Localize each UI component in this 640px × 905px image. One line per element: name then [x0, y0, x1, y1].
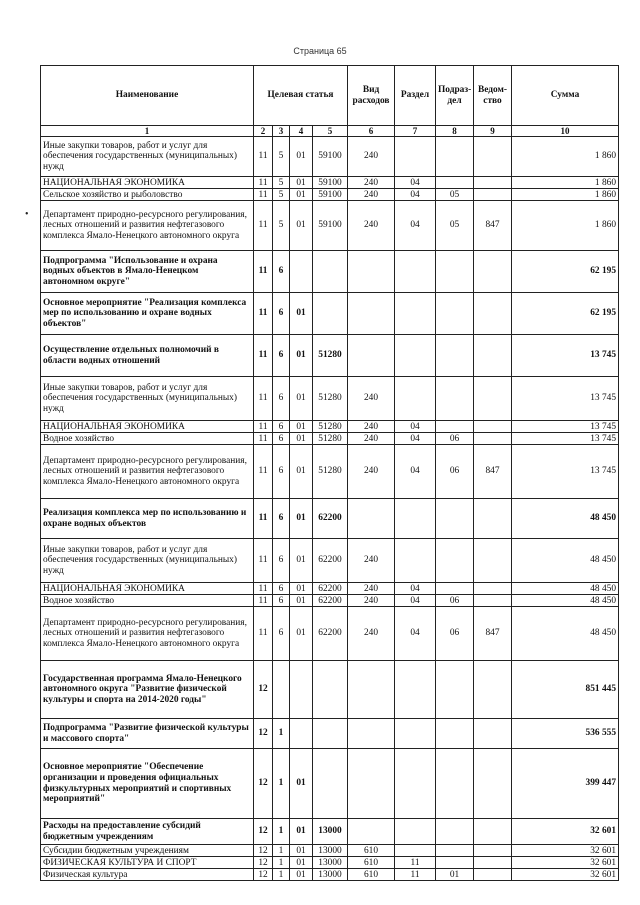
table-row [41, 857, 619, 869]
target-part-3-cell: 01 [290, 539, 313, 583]
podrazdel-cell [436, 335, 474, 377]
vid-cell [348, 661, 395, 719]
target-part-2-cell: 5 [273, 201, 290, 251]
vedomstvo-cell [474, 857, 512, 869]
target-part-4-cell: 59100 [313, 177, 348, 189]
sum-cell: 13 745 [512, 335, 619, 377]
sum-cell: 32 601 [512, 819, 619, 845]
vid-cell [348, 749, 395, 819]
target-part-3-cell: 01 [290, 845, 313, 857]
vedomstvo-cell [474, 719, 512, 749]
target-part-3-cell: 01 [290, 445, 313, 499]
table-row [41, 293, 619, 335]
razdel-cell: 04 [395, 433, 436, 445]
target-part-4-cell: 62200 [313, 539, 348, 583]
vedomstvo-cell [474, 293, 512, 335]
sum-cell: 13 745 [512, 433, 619, 445]
target-part-3-cell: 01 [290, 607, 313, 661]
vid-cell [348, 819, 395, 845]
column-number: 8 [436, 126, 474, 137]
column-number: 1 [41, 126, 254, 137]
header-name: Наименование [41, 66, 254, 126]
vedomstvo-cell [474, 251, 512, 293]
table-row [41, 607, 619, 661]
row-name-cell: Департамент природно-ресурсного регулирования, лесных отношений и развития нефтегазового комплекса Ямало-Ненецкого автономного округа [41, 201, 254, 251]
target-part-2-cell [273, 661, 290, 719]
target-part-4-cell: 51280 [313, 433, 348, 445]
razdel-cell [395, 137, 436, 177]
target-part-1-cell: 11 [254, 377, 273, 421]
vid-cell: 610 [348, 857, 395, 869]
podrazdel-cell [436, 857, 474, 869]
row-name-cell: Иные закупки товаров, работ и услуг для обеспечения государственных (муниципальных) нужд [41, 377, 254, 421]
razdel-cell [395, 719, 436, 749]
target-part-4-cell: 13000 [313, 857, 348, 869]
target-part-2-cell: 6 [273, 445, 290, 499]
row-name-cell: ФИЗИЧЕСКАЯ КУЛЬТУРА И СПОРТ [41, 857, 254, 869]
table-row [41, 201, 619, 251]
sum-cell: 32 601 [512, 869, 619, 881]
target-part-3-cell: 01 [290, 201, 313, 251]
table-row [41, 819, 619, 845]
sum-cell: 48 450 [512, 607, 619, 661]
target-part-3-cell: 01 [290, 869, 313, 881]
table-row [41, 445, 619, 499]
vedomstvo-cell [474, 335, 512, 377]
table-row [41, 749, 619, 819]
vid-cell: 610 [348, 869, 395, 881]
target-part-2-cell: 5 [273, 189, 290, 201]
target-part-1-cell: 11 [254, 499, 273, 539]
podrazdel-cell [436, 719, 474, 749]
vid-cell: 240 [348, 595, 395, 607]
target-part-1-cell: 11 [254, 201, 273, 251]
vid-cell [348, 293, 395, 335]
podrazdel-cell [436, 177, 474, 189]
target-part-3-cell: 01 [290, 293, 313, 335]
target-part-4-cell: 59100 [313, 189, 348, 201]
column-number: 10 [512, 126, 619, 137]
razdel-cell [395, 293, 436, 335]
podrazdel-cell: 06 [436, 445, 474, 499]
target-part-1-cell: 11 [254, 293, 273, 335]
table-row [41, 719, 619, 749]
row-name-cell: Основное мероприятие "Обеспечение организации и проведения официальных физкультурных мероприятий и спортивных мероприятий" [41, 749, 254, 819]
target-part-4-cell [313, 251, 348, 293]
vid-cell: 240 [348, 607, 395, 661]
header-vedomstvo: Ведом-ство [474, 66, 512, 126]
sum-cell: 32 601 [512, 857, 619, 869]
razdel-cell: 04 [395, 177, 436, 189]
vedomstvo-cell [474, 539, 512, 583]
target-part-4-cell: 51280 [313, 335, 348, 377]
header-vid: Вид расходов [348, 66, 395, 126]
podrazdel-cell [436, 293, 474, 335]
vedomstvo-cell [474, 583, 512, 595]
vedomstvo-cell [474, 377, 512, 421]
table-row [41, 583, 619, 595]
podrazdel-cell: 05 [436, 189, 474, 201]
budget-table [40, 65, 619, 881]
table-row [41, 433, 619, 445]
target-part-4-cell: 51280 [313, 377, 348, 421]
target-part-4-cell: 51280 [313, 421, 348, 433]
table-row [41, 845, 619, 857]
target-part-4-cell: 59100 [313, 137, 348, 177]
table-row [41, 251, 619, 293]
target-part-1-cell: 12 [254, 749, 273, 819]
target-part-4-cell: 13000 [313, 845, 348, 857]
sum-cell: 1 860 [512, 137, 619, 177]
razdel-cell [395, 539, 436, 583]
target-part-4-cell: 62200 [313, 607, 348, 661]
table-row [41, 137, 619, 177]
target-part-2-cell: 6 [273, 595, 290, 607]
row-name-cell: Департамент природно-ресурсного регулирования, лесных отношений и развития нефтегазового комплекса Ямало-Ненецкого автономного округа [41, 445, 254, 499]
sum-cell: 62 195 [512, 293, 619, 335]
row-name-cell: Иные закупки товаров, работ и услуг для обеспечения государственных (муниципальных) нужд [41, 539, 254, 583]
target-part-1-cell: 12 [254, 719, 273, 749]
target-part-1-cell: 11 [254, 583, 273, 595]
row-name-cell: Водное хозяйство [41, 433, 254, 445]
podrazdel-cell [436, 661, 474, 719]
sum-cell: 1 860 [512, 177, 619, 189]
vid-cell [348, 719, 395, 749]
target-part-1-cell: 11 [254, 539, 273, 583]
column-number: 2 [254, 126, 273, 137]
razdel-cell [395, 661, 436, 719]
target-part-4-cell [313, 293, 348, 335]
sum-cell: 32 601 [512, 845, 619, 857]
sum-cell: 13 745 [512, 421, 619, 433]
target-part-4-cell [313, 749, 348, 819]
vedomstvo-cell: 847 [474, 607, 512, 661]
row-name-cell: НАЦИОНАЛЬНАЯ ЭКОНОМИКА [41, 421, 254, 433]
row-name-cell: Основное мероприятие "Реализация комплекса мер по использованию и охране водных объектов" [41, 293, 254, 335]
table-row [41, 335, 619, 377]
vedomstvo-cell [474, 433, 512, 445]
podrazdel-cell: 06 [436, 607, 474, 661]
sum-cell: 1 860 [512, 189, 619, 201]
target-part-1-cell: 11 [254, 445, 273, 499]
sum-cell: 851 445 [512, 661, 619, 719]
target-part-3-cell [290, 661, 313, 719]
column-number: 7 [395, 126, 436, 137]
target-part-3-cell [290, 251, 313, 293]
sum-cell: 48 450 [512, 499, 619, 539]
target-part-3-cell: 01 [290, 595, 313, 607]
target-part-1-cell: 12 [254, 845, 273, 857]
target-part-4-cell: 62200 [313, 595, 348, 607]
row-name-cell: Иные закупки товаров, работ и услуг для обеспечения государственных (муниципальных) нужд [41, 137, 254, 177]
page-label: Страница 65 [293, 46, 347, 56]
target-part-1-cell: 12 [254, 857, 273, 869]
target-part-2-cell: 1 [273, 845, 290, 857]
razdel-cell: 04 [395, 201, 436, 251]
vid-cell: 240 [348, 421, 395, 433]
table-header [41, 66, 619, 137]
target-part-4-cell [313, 719, 348, 749]
target-part-1-cell: 11 [254, 595, 273, 607]
column-number: 6 [348, 126, 395, 137]
margin-bullet-mark: • [25, 209, 29, 220]
vid-cell: 240 [348, 583, 395, 595]
target-part-4-cell: 62200 [313, 499, 348, 539]
row-name-cell: Осуществление отдельных полномочий в области водных отношений [41, 335, 254, 377]
target-part-2-cell: 6 [273, 377, 290, 421]
row-name-cell: Подпрограмма "Развитие физической культуры и массового спорта" [41, 719, 254, 749]
row-name-cell: Расходы на предоставление субсидий бюджетным учреждениям [41, 819, 254, 845]
table-row [41, 499, 619, 539]
razdel-cell [395, 335, 436, 377]
razdel-cell: 11 [395, 869, 436, 881]
target-part-2-cell: 1 [273, 869, 290, 881]
vid-cell: 610 [348, 845, 395, 857]
sum-cell: 13 745 [512, 377, 619, 421]
header-razdel: Раздел [395, 66, 436, 126]
vid-cell: 240 [348, 433, 395, 445]
target-part-3-cell: 01 [290, 335, 313, 377]
podrazdel-cell: 06 [436, 433, 474, 445]
vid-cell [348, 335, 395, 377]
podrazdel-cell [436, 421, 474, 433]
target-part-1-cell: 11 [254, 433, 273, 445]
target-part-2-cell: 6 [273, 539, 290, 583]
target-part-3-cell: 01 [290, 857, 313, 869]
target-part-4-cell: 51280 [313, 445, 348, 499]
vedomstvo-cell [474, 595, 512, 607]
row-name-cell: Подпрограмма "Использование и охрана водных объектов в Ямало-Ненецком автономном округе" [41, 251, 254, 293]
sum-cell: 1 860 [512, 201, 619, 251]
podrazdel-cell: 01 [436, 869, 474, 881]
target-part-4-cell [313, 661, 348, 719]
row-name-cell: Физическая культура [41, 869, 254, 881]
vedomstvo-cell [474, 869, 512, 881]
row-name-cell: Субсидии бюджетным учреждениям [41, 845, 254, 857]
header-summa: Сумма [512, 66, 619, 126]
razdel-cell [395, 819, 436, 845]
row-name-cell: НАЦИОНАЛЬНАЯ ЭКОНОМИКА [41, 583, 254, 595]
header-podrazdel: Подраз-дел [436, 66, 474, 126]
vedomstvo-cell [474, 819, 512, 845]
vid-cell: 240 [348, 189, 395, 201]
razdel-cell: 04 [395, 421, 436, 433]
podrazdel-cell [436, 499, 474, 539]
target-part-3-cell: 01 [290, 421, 313, 433]
table-row [41, 661, 619, 719]
target-part-1-cell: 12 [254, 869, 273, 881]
target-part-1-cell: 11 [254, 137, 273, 177]
target-part-3-cell [290, 719, 313, 749]
target-part-4-cell: 62200 [313, 583, 348, 595]
vedomstvo-cell [474, 749, 512, 819]
target-part-3-cell: 01 [290, 583, 313, 595]
podrazdel-cell [436, 845, 474, 857]
sum-cell: 399 447 [512, 749, 619, 819]
target-part-2-cell: 6 [273, 583, 290, 595]
target-part-1-cell: 12 [254, 661, 273, 719]
vid-cell [348, 251, 395, 293]
razdel-cell: 04 [395, 583, 436, 595]
header-target: Целевая статья [254, 66, 348, 126]
razdel-cell [395, 499, 436, 539]
target-part-2-cell: 6 [273, 335, 290, 377]
target-part-3-cell: 01 [290, 819, 313, 845]
podrazdel-cell [436, 137, 474, 177]
vid-cell: 240 [348, 201, 395, 251]
razdel-cell [395, 845, 436, 857]
target-part-2-cell: 5 [273, 177, 290, 189]
vedomstvo-cell: 847 [474, 445, 512, 499]
sum-cell: 62 195 [512, 251, 619, 293]
table-row [41, 177, 619, 189]
target-part-3-cell: 01 [290, 499, 313, 539]
vid-cell: 240 [348, 137, 395, 177]
vedomstvo-cell [474, 189, 512, 201]
target-part-4-cell: 59100 [313, 201, 348, 251]
razdel-cell [395, 377, 436, 421]
sum-cell: 48 450 [512, 539, 619, 583]
target-part-1-cell: 11 [254, 335, 273, 377]
target-part-1-cell: 11 [254, 177, 273, 189]
sum-cell: 48 450 [512, 595, 619, 607]
row-name-cell: Департамент природно-ресурсного регулирования, лесных отношений и развития нефтегазового комплекса Ямало-Ненецкого автономного округа [41, 607, 254, 661]
vid-cell [348, 499, 395, 539]
razdel-cell: 04 [395, 595, 436, 607]
podrazdel-cell [436, 749, 474, 819]
sum-cell: 48 450 [512, 583, 619, 595]
target-part-1-cell: 11 [254, 189, 273, 201]
razdel-cell: 04 [395, 189, 436, 201]
vedomstvo-cell [474, 661, 512, 719]
column-number: 9 [474, 126, 512, 137]
target-part-2-cell: 6 [273, 433, 290, 445]
target-part-2-cell: 6 [273, 607, 290, 661]
target-part-3-cell: 01 [290, 377, 313, 421]
vedomstvo-cell [474, 499, 512, 539]
target-part-2-cell: 6 [273, 293, 290, 335]
podrazdel-cell [436, 377, 474, 421]
header-row [41, 66, 619, 126]
target-part-3-cell: 01 [290, 749, 313, 819]
target-part-1-cell: 12 [254, 819, 273, 845]
podrazdel-cell: 05 [436, 201, 474, 251]
podrazdel-cell [436, 539, 474, 583]
target-part-3-cell: 01 [290, 189, 313, 201]
target-part-1-cell: 11 [254, 421, 273, 433]
table-row [41, 595, 619, 607]
target-part-3-cell: 01 [290, 433, 313, 445]
vid-cell: 240 [348, 377, 395, 421]
razdel-cell [395, 251, 436, 293]
target-part-1-cell: 11 [254, 607, 273, 661]
vid-cell: 240 [348, 177, 395, 189]
table-row [41, 189, 619, 201]
vedomstvo-cell [474, 421, 512, 433]
target-part-2-cell: 5 [273, 137, 290, 177]
vedomstvo-cell: 847 [474, 201, 512, 251]
podrazdel-cell [436, 819, 474, 845]
target-part-2-cell: 6 [273, 421, 290, 433]
column-number-row [41, 126, 619, 137]
vid-cell: 240 [348, 445, 395, 499]
column-number: 5 [313, 126, 348, 137]
row-name-cell: Государственная программа Ямало-Ненецкого автономного округа "Развитие физической культуры и спорта на 2014-2020 годы" [41, 661, 254, 719]
vedomstvo-cell [474, 137, 512, 177]
razdel-cell [395, 749, 436, 819]
target-part-2-cell: 1 [273, 819, 290, 845]
podrazdel-cell: 06 [436, 595, 474, 607]
row-name-cell: НАЦИОНАЛЬНАЯ ЭКОНОМИКА [41, 177, 254, 189]
table-row [41, 869, 619, 881]
sum-cell: 536 555 [512, 719, 619, 749]
table-row [41, 539, 619, 583]
target-part-2-cell: 6 [273, 499, 290, 539]
razdel-cell: 04 [395, 445, 436, 499]
table-row [41, 421, 619, 433]
sum-cell: 13 745 [512, 445, 619, 499]
vid-cell: 240 [348, 539, 395, 583]
target-part-4-cell: 13000 [313, 819, 348, 845]
razdel-cell: 04 [395, 607, 436, 661]
target-part-3-cell: 01 [290, 177, 313, 189]
razdel-cell: 11 [395, 857, 436, 869]
target-part-1-cell: 11 [254, 251, 273, 293]
target-part-2-cell: 6 [273, 251, 290, 293]
target-part-3-cell: 01 [290, 137, 313, 177]
target-part-2-cell: 1 [273, 749, 290, 819]
column-number: 3 [273, 126, 290, 137]
table-row [41, 377, 619, 421]
vedomstvo-cell [474, 845, 512, 857]
table-body [41, 137, 619, 881]
row-name-cell: Водное хозяйство [41, 595, 254, 607]
podrazdel-cell [436, 583, 474, 595]
target-part-2-cell: 1 [273, 857, 290, 869]
row-name-cell: Сельское хозяйство и рыболовство [41, 189, 254, 201]
target-part-2-cell: 1 [273, 719, 290, 749]
column-number: 4 [290, 126, 313, 137]
target-part-4-cell: 13000 [313, 869, 348, 881]
podrazdel-cell [436, 251, 474, 293]
vedomstvo-cell [474, 177, 512, 189]
row-name-cell: Реализация комплекса мер по использованию и охране водных объектов [41, 499, 254, 539]
